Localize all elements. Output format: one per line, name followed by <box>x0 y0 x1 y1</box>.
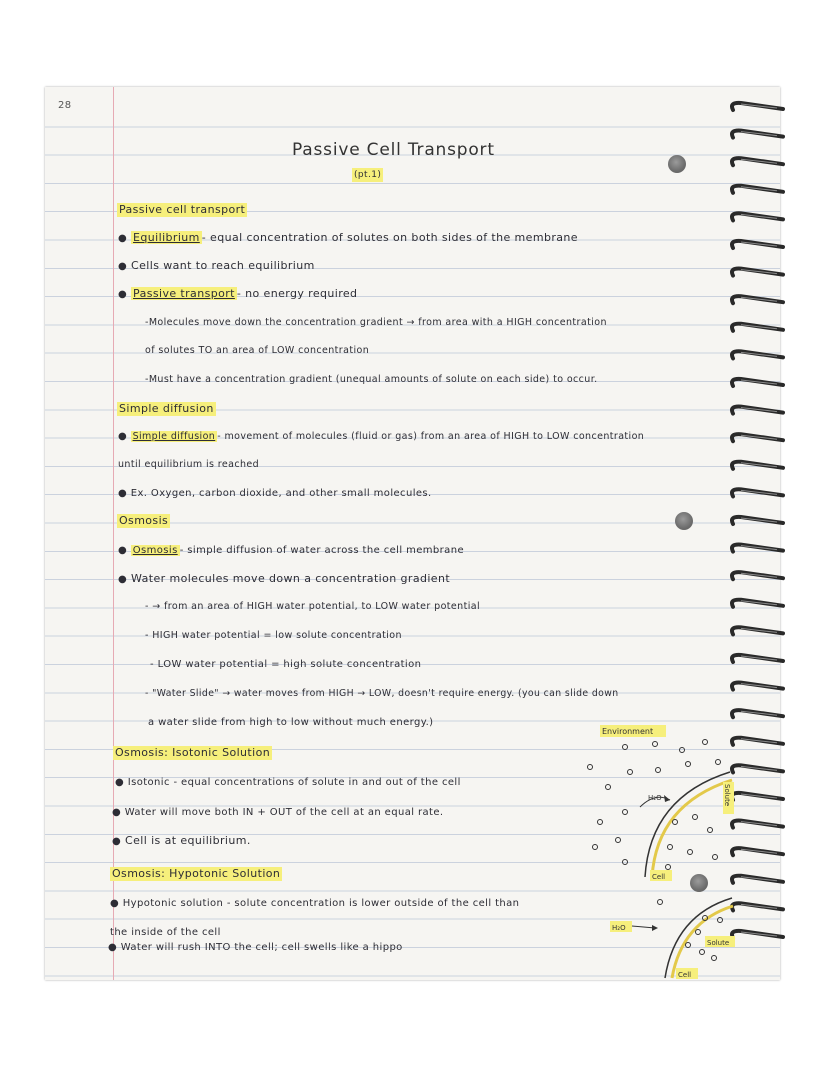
note-line <box>118 259 315 274</box>
spiral-coil <box>732 379 783 386</box>
spiral-coil <box>732 903 783 910</box>
h2o-label: H₂O <box>612 924 626 932</box>
note-text: Cells want to reach equilibrium <box>131 259 315 272</box>
spiral-coil <box>732 627 783 634</box>
bullet-icon: ● <box>118 233 128 244</box>
note-text: Hypotonic solution - solute concentration is lower outside of the cell than <box>122 898 520 909</box>
spiral-coil <box>732 241 783 248</box>
note-text: Water molecules move down a concentration gradient <box>131 572 451 585</box>
term-passive-transport: Passive transport <box>133 287 235 300</box>
note-text: - HIGH water potential = low solute concentration <box>145 630 402 641</box>
punch-hole-middle <box>675 512 693 530</box>
page-number: 28 <box>58 100 72 111</box>
note-line <box>110 897 519 911</box>
bullet-icon: ● <box>118 431 128 442</box>
term-simple-diffusion: Simple diffusion <box>132 431 216 442</box>
spiral-coil <box>732 931 783 938</box>
solute-molecules <box>658 900 723 961</box>
cell-label: Cell <box>678 971 692 979</box>
spiral-coil <box>732 186 783 193</box>
definition-text: - no energy required <box>236 287 358 300</box>
heading-osmosis: Osmosis <box>119 514 169 527</box>
spiral-coil <box>732 324 783 331</box>
spiral-coil <box>732 462 783 469</box>
cell-membrane-inner <box>652 780 732 877</box>
note-text: Cell is at equilibrium. <box>125 834 251 847</box>
spiral-coil <box>732 434 783 441</box>
bullet-icon: ● <box>112 807 122 818</box>
bullet-icon: ● <box>115 777 125 788</box>
note-text: Water will rush INTO the cell; cell swells like a hippo <box>120 942 403 953</box>
heading-hypotonic: Osmosis: Hypotonic Solution <box>112 867 281 880</box>
note-line <box>118 231 578 246</box>
water-arrow <box>632 926 655 928</box>
spiral-coil <box>732 213 783 220</box>
note-text: - → from an area of HIGH water potential, to LOW water potential <box>145 601 480 612</box>
note-text: a water slide from high to low without much energy.) <box>148 717 434 728</box>
spiral-coil <box>732 406 783 413</box>
spiral-coil <box>732 600 783 607</box>
bullet-icon: ● <box>118 545 128 556</box>
arrowhead-icon <box>652 925 658 931</box>
spiral-coil <box>732 158 783 165</box>
term-equilibrium: Equilibrium <box>133 231 200 244</box>
solute-label: Solute <box>723 784 731 807</box>
punch-hole-top <box>668 155 686 173</box>
heading-passive-transport: Passive cell transport <box>119 203 246 216</box>
note-line <box>112 834 251 849</box>
spiral-coil <box>732 130 783 137</box>
note-text: - LOW water potential = high solute concentration <box>150 659 422 670</box>
cell-membrane-outer <box>645 772 730 877</box>
spiral-coil <box>732 682 783 689</box>
note-text: -Molecules move down the concentration gradient → from area with a HIGH concentration <box>145 317 607 328</box>
note-line <box>108 941 403 955</box>
bullet-icon: ● <box>118 261 128 272</box>
solute-molecules <box>588 740 721 870</box>
arrowhead-icon <box>664 795 670 802</box>
definition-text: - movement of molecules (fluid or gas) from an area of HIGH to LOW concentration <box>217 431 645 442</box>
note-text: -Must have a concentration gradient (unequal amounts of solute on each side) to occur. <box>145 374 598 385</box>
note-text: - "Water Slide" → water moves from HIGH → LOW, doesn't require energy. (you can slide down <box>145 688 619 699</box>
hypotonic-cell-diagram <box>610 890 735 980</box>
spiral-coil <box>732 655 783 662</box>
bullet-icon: ● <box>108 942 118 953</box>
page-subtitle: (pt.1) <box>354 170 382 180</box>
note-line <box>118 430 644 444</box>
note-text: the inside of the cell <box>110 927 221 938</box>
note-text: Isotonic - equal concentrations of solute in and out of the cell <box>127 777 461 788</box>
bullet-icon: ● <box>118 488 128 499</box>
definition-text: - equal concentration of solutes on both sides of the membrane <box>201 231 578 244</box>
bullet-icon: ● <box>118 574 128 585</box>
bullet-icon: ● <box>118 289 128 300</box>
solute-label: Solute <box>707 939 730 947</box>
term-osmosis: Osmosis <box>132 545 178 556</box>
spiral-coil <box>732 351 783 358</box>
spiral-coil <box>732 572 783 579</box>
spiral-coil <box>732 517 783 524</box>
definition-text: - simple diffusion of water across the cell membrane <box>179 545 464 556</box>
heading-isotonic: Osmosis: Isotonic Solution <box>115 746 271 759</box>
note-text: Ex. Oxygen, carbon dioxide, and other small molecules. <box>130 488 432 499</box>
spiral-coil <box>732 544 783 551</box>
bullet-icon: ● <box>110 898 120 909</box>
note-line <box>115 776 461 790</box>
heading-simple-diffusion: Simple diffusion <box>119 402 214 415</box>
bullet-icon: ● <box>112 836 122 847</box>
isotonic-cell-diagram <box>570 722 740 887</box>
page-title: Passive Cell Transport <box>292 140 495 160</box>
spiral-coil <box>732 710 783 717</box>
note-line <box>118 572 450 587</box>
spiral-coil <box>732 268 783 275</box>
environment-label: Environment <box>602 727 654 736</box>
note-line <box>118 487 432 501</box>
spiral-coil <box>732 296 783 303</box>
note-text: Water will move both IN + OUT of the cell at an equal rate. <box>124 807 444 818</box>
spiral-coil <box>732 103 783 110</box>
note-line <box>118 287 357 302</box>
h2o-label: H₂O <box>648 794 662 802</box>
note-text: until equilibrium is reached <box>118 459 260 470</box>
cell-label: Cell <box>652 873 666 881</box>
note-line <box>112 806 444 820</box>
note-text: of solutes TO an area of LOW concentration <box>145 345 370 356</box>
spiral-coil <box>732 489 783 496</box>
note-line <box>118 544 464 558</box>
